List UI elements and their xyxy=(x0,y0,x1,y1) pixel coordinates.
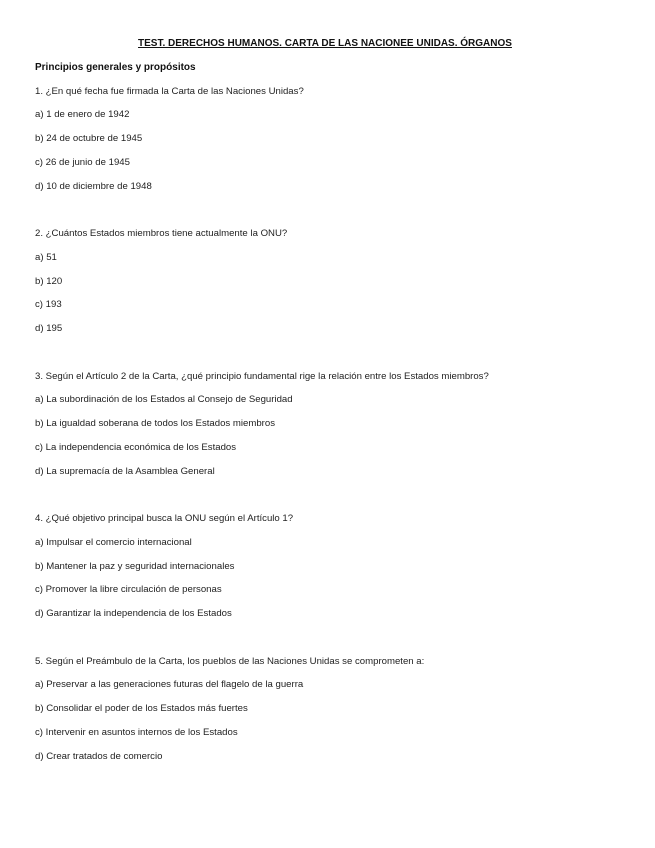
question-text: 5. Según el Preámbulo de la Carta, los pueblos de las Naciones Unidas se comprometen a: xyxy=(35,655,425,667)
section-heading: Principios generales y propósitos xyxy=(35,61,196,73)
question-text: 4. ¿Qué objetivo principal busca la ONU según el Artículo 1? xyxy=(35,513,294,524)
document-title: TEST. DERECHOS HUMANOS. CARTA DE LAS NACIONEE UNIDAS. ÓRGANOS xyxy=(138,38,512,49)
answer-option: a) 1 de enero de 1942 xyxy=(35,109,130,121)
question-block xyxy=(35,80,655,199)
question-block xyxy=(35,222,655,341)
answer-option: a) 51 xyxy=(35,251,57,263)
answer-option: d) Garantizar la independencia de los Estados xyxy=(35,608,232,619)
answer-option: b) 120 xyxy=(35,275,63,287)
answer-option: b) Consolidar el poder de los Estados más fuertes xyxy=(35,703,248,714)
question-text: 3. Según el Artículo 2 de la Carta, ¿qué principio fundamental rige la relación entre los Estados miembros? xyxy=(35,370,489,382)
question-list xyxy=(35,80,655,769)
question-text: 2. ¿Cuántos Estados miembros tiene actualmente la ONU? xyxy=(35,228,288,239)
answer-option: c) 193 xyxy=(35,299,62,311)
answer-option: c) Intervenir en asuntos internos de los Estados xyxy=(35,726,238,738)
question-block xyxy=(35,650,655,769)
answer-option: d) 10 de diciembre de 1948 xyxy=(35,180,152,192)
answer-option: d) Crear tratados de comercio xyxy=(35,750,163,762)
answer-option: c) Promover la libre circulación de personas xyxy=(35,584,222,596)
question-block xyxy=(35,507,655,626)
answer-option: d) 195 xyxy=(35,323,63,334)
question-block xyxy=(35,365,655,484)
answer-option: a) La subordinación de los Estados al Consejo de Seguridad xyxy=(35,394,293,406)
answer-option: a) Preservar a las generaciones futuras del flagelo de la guerra xyxy=(35,679,304,691)
answer-option: b) 24 de octubre de 1945 xyxy=(35,133,143,144)
answer-option: a) Impulsar el comercio internacional xyxy=(35,536,192,548)
answer-option: d) La supremacía de la Asamblea General xyxy=(35,465,215,477)
answer-option: c) 26 de junio de 1945 xyxy=(35,156,130,168)
answer-option: b) Mantener la paz y seguridad internacionales xyxy=(35,560,235,572)
question-text: 1. ¿En qué fecha fue firmada la Carta de las Naciones Unidas? xyxy=(35,85,304,97)
answer-option: b) La igualdad soberana de todos los Estados miembros xyxy=(35,418,275,429)
answer-option: c) La independencia económica de los Estados xyxy=(35,441,237,453)
